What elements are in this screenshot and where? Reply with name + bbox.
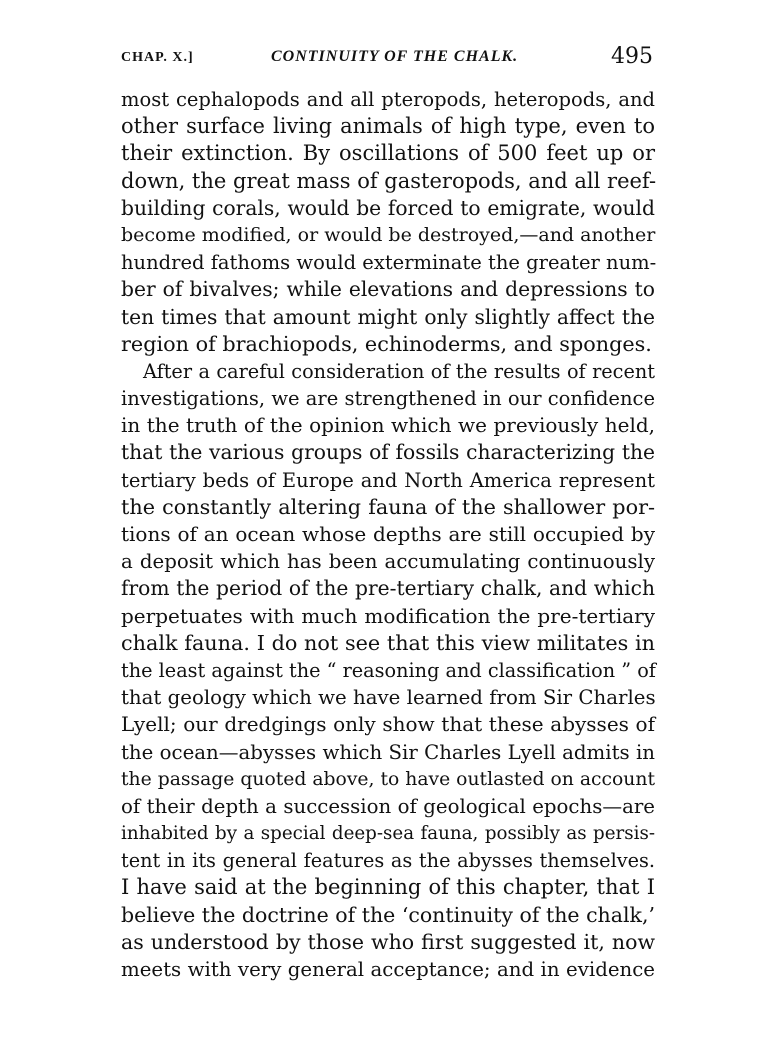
text-line: become modified, or would be destroyed,—and another (121, 223, 656, 246)
text-line: most cephalopods and all pteropods, heteropods, and (121, 88, 655, 111)
text-line: down, the great mass of gasteropods, and all reef- (121, 168, 657, 193)
text-line: the passage quoted above, to have outlasted on account (121, 768, 655, 790)
text-line: inhabited by a special deep-sea fauna, possibly as persis- (121, 823, 655, 845)
text-line: region of brachiopods, echinoderms, and sponges. (121, 331, 652, 356)
text-line: the constantly altering fauna of the shallower por- (121, 494, 655, 519)
text-line: the ocean—abysses which Sir Charles Lyell admits in (121, 740, 655, 764)
text-line: ber of bivalves; while elevations and depressions to (121, 277, 655, 302)
text-line: as understood by those who first suggested it, now (121, 929, 655, 954)
text-line: chalk fauna. I do not see that this view militates in (121, 630, 655, 655)
text-line: the least against the “ reasoning and classification ” of (121, 658, 656, 682)
text-line: in the truth of the opinion which we previously held, (121, 413, 655, 438)
text-line: building corals, would be forced to emigrate, would (121, 195, 655, 220)
text-line: hundred fathoms would exterminate the greater num- (121, 251, 657, 275)
text-line: meets with very general acceptance; and in evidence (121, 958, 655, 981)
text-line: perpetuates with much modification the pre-tertiary (121, 603, 655, 628)
text-line: believe the doctrine of the ‘continuity of the chalk,’ (121, 902, 655, 927)
chapter-label: CHAP. X.] (121, 50, 194, 65)
body-text (121, 86, 655, 983)
text-line: investigations, we are strengthened in our confidence (121, 387, 655, 411)
text-line: After a careful consideration of the results of recent (143, 359, 655, 383)
text-line: tent in its general features as the abysses themselves. (121, 849, 655, 873)
text-line: their extinction. By oscillations of 500 feet up or (121, 141, 655, 166)
running-head (121, 44, 653, 72)
text-line: from the period of the pre-tertiary chalk, and which (121, 576, 655, 601)
page-number: 495 (611, 44, 653, 69)
text-line: Lyell; our dredgings only show that these abysses of (121, 712, 655, 737)
text-line: other surface living animals of high type, even to (121, 114, 655, 139)
text-line: I have said at the beginning of this chapter, that I (121, 875, 655, 900)
text-line: that geology which we have learned from Sir Charles (121, 686, 656, 710)
text-line: ten times that amount might only slightly affect the (121, 304, 655, 329)
text-line: of their depth a succession of geological epochs—are (121, 794, 655, 818)
running-title: CONTINUITY OF THE CHALK. (271, 48, 519, 65)
text-line: a deposit which has been accumulating continuously (121, 550, 655, 574)
text-line: that the various groups of fossils characterizing the (121, 440, 655, 465)
text-line: tions of an ocean whose depths are still occupied by (121, 522, 655, 546)
text-line: tertiary beds of Europe and North America represent (121, 468, 655, 492)
